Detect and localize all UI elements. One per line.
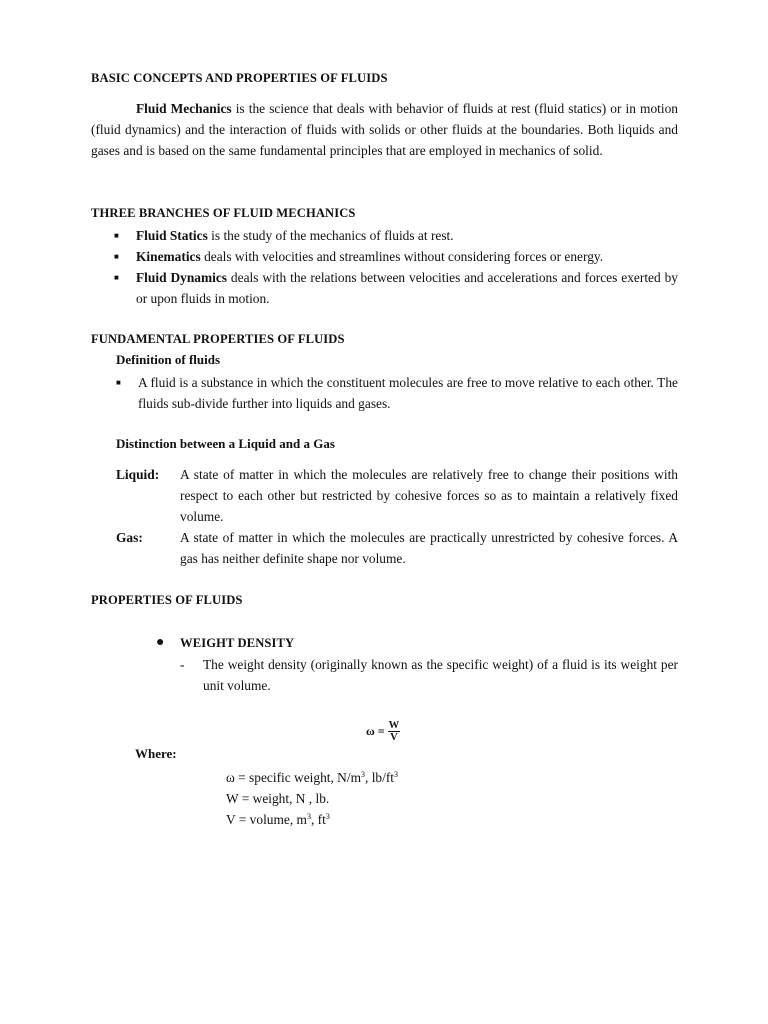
gas-term: Gas:	[116, 530, 143, 545]
heading-fundamental: FUNDAMENTAL PROPERTIES OF FLUIDS	[91, 332, 345, 346]
square-bullet-icon: ■	[114, 273, 119, 282]
weight-density-formula	[366, 720, 400, 743]
definition-text: A fluid is a substance in which the constituent molecules are free to move relative to each other. The fluids sub-divide further into liquids and gases.	[138, 375, 678, 411]
definition-row	[116, 527, 678, 569]
square-bullet-icon: ■	[114, 231, 119, 240]
definition-row	[116, 464, 678, 527]
variable-omega: ω = specific weight, N/m	[226, 770, 361, 785]
liquid-term: Liquid:	[116, 467, 160, 482]
variable-volume: V = volume, m	[226, 812, 307, 827]
list-item	[91, 225, 678, 246]
superscript: 3	[394, 770, 399, 779]
branch-term: Fluid Statics	[136, 228, 208, 243]
heading-properties: PROPERTIES OF FLUIDS	[91, 593, 243, 607]
heading-branches: THREE BRANCHES OF FLUID MECHANICS	[91, 206, 356, 220]
distinction-heading-wrap	[116, 436, 678, 452]
branch-term: Kinematics	[136, 249, 201, 264]
definition-heading: Definition of fluids	[116, 352, 221, 367]
branch-text: deals with velocities and streamlines without considering forces or energy.	[200, 249, 604, 264]
weight-density-heading: WEIGHT DENSITY	[180, 636, 295, 650]
list-item	[93, 372, 678, 414]
branches-list-wrap	[91, 225, 678, 309]
distinction-heading: Distinction between a Liquid and a Gas	[116, 436, 335, 451]
variable-row	[226, 809, 678, 830]
weight-density-heading-wrap	[156, 634, 678, 652]
round-bullet-icon: ●	[156, 635, 165, 650]
section-branches	[91, 206, 678, 221]
variable-unit: , lb/ft	[365, 770, 395, 785]
square-bullet-icon: ■	[116, 378, 121, 387]
dash-item	[180, 654, 678, 696]
square-bullet-icon: ■	[114, 252, 119, 261]
definition-heading-wrap	[116, 352, 678, 368]
liquid-desc: A state of matter in which the molecules are relatively free to change their positions with respect to each other but restricted by cohesive forces so as to maintain a relatively fixed volume.	[180, 467, 678, 524]
section-fundamental	[91, 332, 678, 347]
gas-desc: A state of matter in which the molecules are practically unrestricted by cohesive forces. A gas has neither definite shape nor volume.	[180, 530, 678, 566]
variables-list	[226, 767, 678, 830]
section-basic-concepts	[91, 71, 678, 86]
variable-unit: , ft	[310, 812, 326, 827]
formula-denominator: V	[390, 732, 398, 743]
branch-text: deals with the relations between velocities and accelerations and forces exerted by or upon fluids in motion.	[136, 270, 679, 306]
intro-body: is the science that deals with behavior of fluids at rest (fluid statics) or in motion (fluid dynamics) and the interaction of fluids with solids or other fluids at the boundaries. Both liquids and gases and is based on the same fundamental principles that are employed in mechanics of solid.	[91, 101, 678, 158]
intro-paragraph	[91, 98, 678, 161]
formula-numerator: W	[388, 720, 400, 731]
weight-density-desc-wrap	[180, 654, 678, 696]
section-properties	[91, 593, 678, 608]
definition-list-wrap	[93, 372, 678, 414]
where-label: Where:	[135, 746, 177, 761]
formula-fraction	[388, 720, 401, 743]
heading-basic-concepts: BASIC CONCEPTS AND PROPERTIES OF FLUIDS	[91, 71, 388, 85]
superscript: 3	[306, 812, 311, 821]
variable-weight: W = weight, N , lb.	[226, 791, 330, 806]
formula-lhs: ω =	[366, 724, 385, 738]
dash-marker: -	[180, 657, 185, 672]
liquid-definition	[116, 464, 678, 527]
weight-density-desc: The weight density (originally known as the specific weight) of a fluid is its weight per unit volume.	[203, 657, 678, 693]
where-label-wrap	[135, 746, 678, 762]
branch-text: is the study of the mechanics of fluids at rest.	[207, 228, 454, 243]
list-item	[91, 246, 678, 267]
superscript: 3	[325, 812, 330, 821]
definition-list	[93, 372, 678, 414]
branches-list	[91, 225, 678, 309]
gas-definition	[116, 527, 678, 569]
term-fluid-mechanics: Fluid Mechanics	[136, 101, 232, 116]
variable-row	[226, 788, 678, 809]
variable-row	[226, 767, 678, 788]
intro-text	[91, 98, 678, 161]
branch-term: Fluid Dynamics	[136, 270, 227, 285]
list-item	[91, 267, 678, 309]
superscript: 3	[361, 770, 365, 779]
